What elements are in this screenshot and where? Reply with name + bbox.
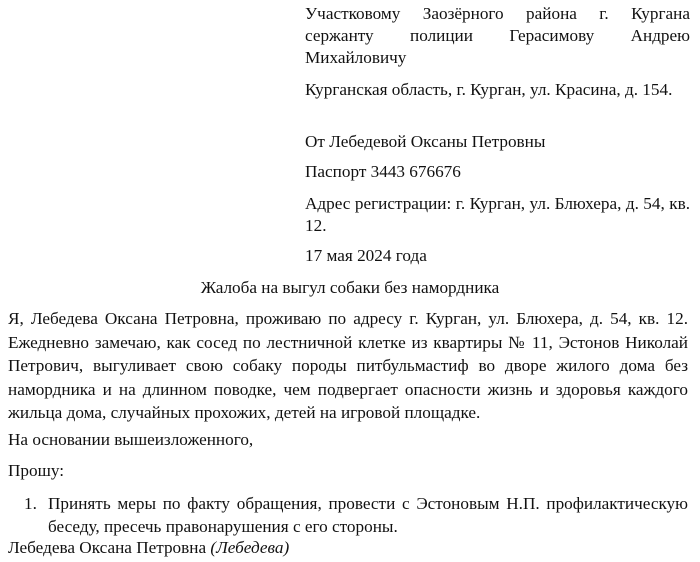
registration-address: Адрес регистрации: г. Курган, ул. Блюхера, д. 54, кв. 12.	[305, 194, 690, 235]
sender-line: От Лебедевой Оксаны Петровны	[305, 132, 546, 151]
recipient-address: Курганская область, г. Курган, ул. Красина, д. 154.	[305, 80, 673, 99]
signature-handwritten: (Лебедева)	[210, 538, 290, 557]
passport-line: Паспорт 3443 676676	[305, 162, 461, 181]
complaint-body: Я, Лебедева Оксана Петровна, проживаю по адресу г. Курган, ул. Блюхера, д. 54, кв. 12. Ежедневно замечаю, как сосед по лестничной клетке из квартиры № 11, Эстонов Николай Петрович, выгуливает свою собаку породы питбульмастиф во дворе жилого дома без намордника и на длинном поводке, чем подвергает опасности жизнь и здоровья каждого жильца дома, случайных прохожих, детей на игровой площадке.	[8, 309, 688, 422]
signature-line	[8, 538, 289, 558]
complaint-title: Жалоба на выгул собаки без намордника	[200, 278, 500, 297]
request-label: Прошу:	[8, 461, 64, 480]
list-item: Принять меры по факту обращения, провести с Эстоновым Н.П. профилактическую беседу, пресечь правонарушения с его стороны.	[48, 494, 688, 536]
basis-line: На основании вышеизложенного,	[8, 430, 254, 449]
document-date: 17 мая 2024 года	[305, 246, 427, 265]
recipient-block: Участковому Заозёрного района г. Кургана сержанту полиции Герасимову Андрею Михайловичу	[305, 4, 690, 67]
list-item-number: 1.	[24, 494, 37, 513]
signature-name: Лебедева Оксана Петровна	[8, 538, 207, 557]
